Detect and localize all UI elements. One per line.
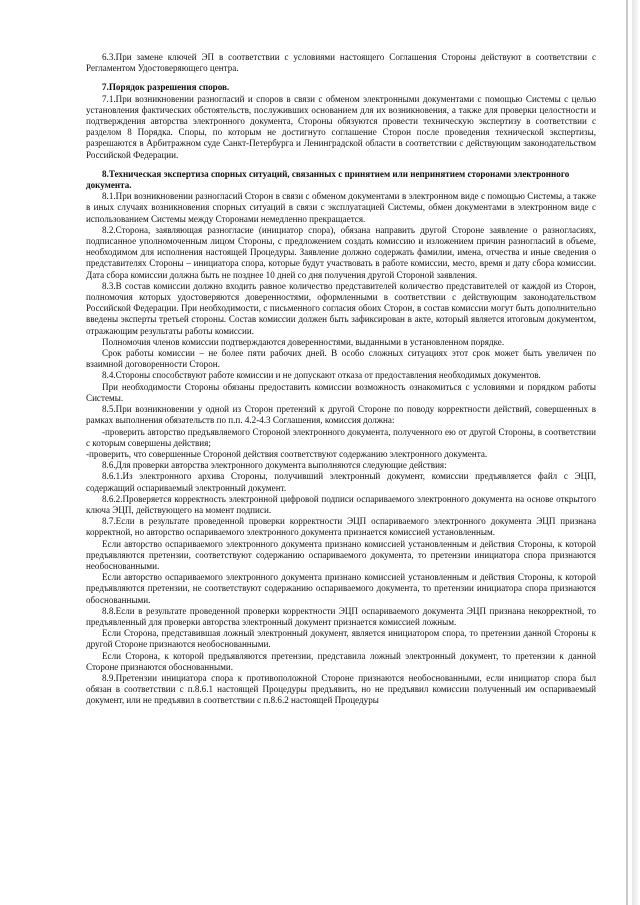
paragraph-8-7-established: Если авторство оспариваемого электронного документа признано комиссией установленным и действия Стороны, к которой предъявляются претензии, соответствуют содержанию оспариваемого документа, то претензии инициатора спора признаются необоснованными. xyxy=(86,538,596,571)
paragraph-8-6-2: 8.6.2.Проверяется корректность электронной цифровой подписи оспариваемого электронного документа на основе открытого ключа ЭЦП, действующего на момент подписи. xyxy=(86,493,596,515)
paragraph-8-8-initiator: Если Сторона, представившая ложный электронный документ, является инициатором спора, то претензии данной Стороны к другой Стороне признаются необоснованными. xyxy=(86,628,596,650)
paragraph-8-6-1: 8.6.1.Из электронного архива Стороны, получивший электронный документ, комиссии предъявляется файл с ЭЦП, содержащий оспариваемый электронный документ. xyxy=(86,471,596,493)
paragraph-8-3-term: Срок работы комиссии – не более пяти рабочих дней. В особо сложных ситуациях этот срок может быть увеличен по взаимной договоренности Сторон. xyxy=(86,348,596,370)
paragraph-8-2: 8.2.Сторона, заявляющая разногласие (инициатор спора), обязана направить другой Стороне заявление о разногласиях, подписанное уполномоченным лицом Стороны, с предложением создать комиссию и изложением причин разногласий в объеме, необходимом для исполнения настоящей Процедуры. Заявление должно содержать фамилии, имена, отчества и иные сведения о представителях Стороны – инициатора спора, которые будут участвовать в работе комиссии, место, время и дату сбора комиссии. Дата сбора комиссии должна быть не позднее 10 дней со дня получения другой Стороной заявления. xyxy=(86,224,596,280)
paragraph-8-4: 8.4.Стороны способствуют работе комиссии и не допускают отказа от предоставления необходимых документов. xyxy=(102,370,541,381)
paragraph-8-3-powers: Полномочия членов комиссии подтверждаются доверенностями, выданными в установленном порядке. xyxy=(102,336,505,347)
paragraph-8-8: 8.8.Если в результате проведенной проверки корректности ЭЦП оспариваемого документа ЭЦП признана некорректной, то предъявленный для проверки авторства электронный документ признается комиссией ложным. xyxy=(86,605,596,627)
paragraph-8-8-respondent: Если Сторона, к которой предъявляются претензии, представила ложный электронный документ, то претензии к данной Стороне признаются обоснованными. xyxy=(86,650,596,672)
section-8-heading: 8.Техническая экспертиза спорных ситуаций, связанных с принятием или непринятием сторонами электронного документа. xyxy=(86,168,570,191)
paragraph-8-1: 8.1.При возникновении разногласий Сторон в связи с обменом документами в электронном виде с помощью Системы, а также в иных случаях возникновения спорных ситуаций в связи с эксплуатацией Системы, обмен документами в электронном виде с использованием Системы между Сторонами немедленно прекращается. xyxy=(86,191,596,224)
paragraph-7-1: 7.1.При возникновении разногласий и споров в связи с обменом электронными документами с помощью Системы с целью установления фактических обстоятельств, послуживших основанием для их возникновения, а также для проверки целостности и подтверждения авторства электронного документа, Стороны обязуются провести техническую экспертизу в соответствии с разделом 8 Порядка. Споры, по которым не достигнуто соглашение Сторон после проведения технической экспертизы, разрешаются в Арбитражном суде Санкт-Петербурга и Ленинградской области в соответствии с действующим законодательством Российской Федерации. xyxy=(86,93,596,160)
paragraph-8-9: 8.9.Претензии инициатора спора к противоположной Стороне признаются необоснованными, если инициатор спора был обязан в соответствии с п.8.6.1 настоящей Процедуры предъявить, но не предъявил комиссии полученный им оспариваемый документ, или не предъявил в соответствии с п.8.6.2 настоящей Процедуры xyxy=(86,672,596,706)
paragraph-8-3: 8.3.В состав комиссии должно входить равное количество представителей количество представителей от каждой из Сторон, полномочия которых удостоверяются доверенностями, оформленными в соответствии с действующим законодательством Российской Федерации. При необходимости, с письменного согласия обоих Сторон, в состав комиссии могут быть дополнительно введены эксперты третьей стороны. Состав комиссии должен быть зафиксирован в акте, который является итоговым документом, отражающим результаты работы комиссии. xyxy=(86,280,596,336)
paragraph-8-7-not-matching: Если авторство оспариваемого электронного документа признано комиссией установленным и действия Стороны, к которой предъявляются претензии, не соответствуют содержанию оспариваемого документа, то претензии инициатора спора признаются обоснованными. xyxy=(86,572,596,605)
paragraph-8-5-item-authorship: -проверить авторство предъявляемого Стороной электронного документа, полученного ею от другой Стороны, в соответствии с которым совершены действия; xyxy=(86,426,596,448)
scan-edge-line xyxy=(626,0,628,905)
paragraph-8-4-system: При необходимости Стороны обязаны предоставить комиссии возможность ознакомиться с условиями и порядком работы Системы. xyxy=(86,381,596,403)
paragraph-8-5-item-actions: -проверить, что совершенные Стороной действия соответствуют содержанию электронного документа. xyxy=(86,448,488,459)
paragraph-8-6: 8.6.Для проверки авторства электронного документа выполняются следующие действия: xyxy=(102,460,447,471)
paragraph-8-5: 8.5.При возникновении у одной из Сторон претензий к другой Стороне по поводу корректности действий, совершенных в рамках выполнения обязательств по п.п. 4.2-4.3 Соглашения, комиссия должна: xyxy=(86,404,596,426)
paragraph-8-7: 8.7.Если в результате проведенной проверки корректности ЭЦП оспариваемого электронного документа ЭЦП признана корректной, но авторство оспариваемого электронного документа признается комиссией установленным. xyxy=(86,516,596,538)
scan-edge-shadow xyxy=(632,0,638,905)
section-7-heading: 7.Порядок разрешения споров. xyxy=(102,82,230,93)
paragraph-6-3: 6.3.При замене ключей ЭП в соответствии с условиями настоящего Соглашения Стороны действуют в соответствии с Регламентом Удостоверяющего центра. xyxy=(86,52,596,74)
